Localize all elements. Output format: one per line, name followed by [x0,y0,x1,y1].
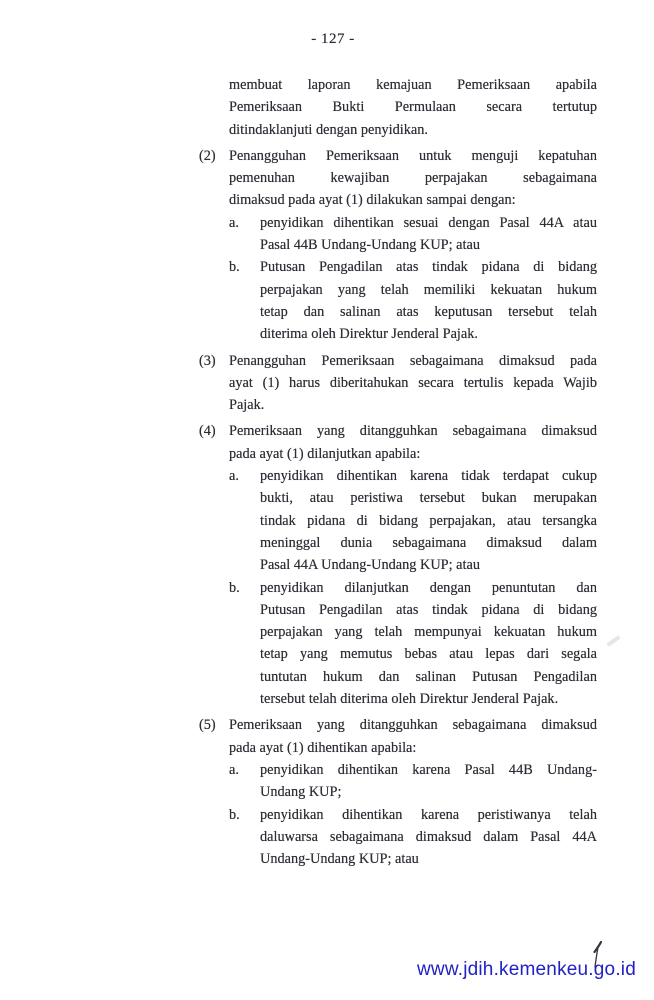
subitem-text [260,465,597,576]
text-line: tuntutan hukum dan salinan Putusan Pengadilan [260,668,597,685]
text-line: Pasal 44A Undang-Undang KUP; atau [260,557,480,574]
subitem-letter: b. [229,579,240,596]
subitem-4a [229,465,597,576]
subitem-text [260,212,597,257]
text-line: membuat laporan kemajuan Pemeriksaan apabila [229,77,597,93]
text-line: ditindaklanjuti dengan penyidikan. [229,121,428,138]
list-item-3 [199,350,597,417]
subitem-letter: a. [229,761,239,778]
subitem-2b [229,256,597,345]
text-line: pada ayat (1) dilanjutkan apabila: [229,445,421,462]
text-line: Putusan Pengadilan atas tindak pidana di bidang [260,601,597,618]
text-line: penyidikan dihentikan karena tidak terdapat cukup [260,468,597,485]
text-line: tetap dan salinan atas keputusan tersebut telah [260,303,597,320]
subitem-4b [229,577,597,711]
text-line: Penangguhan Pemeriksaan untuk menguji kepatuhan [229,147,597,164]
text-line: penyidikan dihentikan karena peristiwanya telah [260,806,597,823]
list-item-4 [199,420,597,710]
subitem-text [260,804,597,871]
text-line: perpajakan yang telah mempunyai kekuatan hukum [260,624,597,641]
subitem-letter: b. [229,259,240,276]
text-line: perpajakan yang telah memiliki kekuatan hukum [260,281,597,298]
item-number: (3) [199,352,216,369]
text-line: penyidikan dihentikan karena Pasal 44B Undang- [260,761,597,778]
subitem-5b [229,804,597,871]
page-body [199,74,597,870]
watermark-url: www.jdih.kemenkeu.go.id [417,959,636,980]
item-number: (5) [199,717,216,734]
text-line: penyidikan dihentikan sesuai dengan Pasal 44A atau [260,214,597,231]
item-text [229,350,597,417]
text-line: Pasal 44B Undang-Undang KUP; atau [260,237,480,254]
text-line: Pemeriksaan Bukti Permulaan secara tertutup [229,99,597,116]
item-text [229,145,597,212]
list-item-5 [199,714,597,870]
item-number: (4) [199,423,216,440]
subitem-letter: b. [229,806,240,823]
text-line: pada ayat (1) dihentikan apabila: [229,739,417,756]
item-text [229,714,597,759]
item-number: (2) [199,147,216,164]
subitem-5a [229,759,597,804]
text-line: penyidikan dilanjutkan dengan penuntutan dan [260,579,597,596]
subitem-letter: a. [229,468,239,485]
subitem-letter: a. [229,214,239,231]
subitem-2a [229,212,597,257]
list-item-2 [199,145,597,346]
continuation-paragraph [229,74,597,141]
text-line: Undang KUP; [260,784,342,801]
subitem-text [260,577,597,711]
text-line: Penangguhan Pemeriksaan sebagaimana dimaksud pada [229,352,597,369]
text-line: bukti, atau peristiwa tersebut bukan merupakan [260,490,597,507]
text-line: tetap yang memutus bebas atau lepas dari segala [260,646,597,663]
text-line: Pemeriksaan yang ditangguhkan sebagaimana dimaksud [229,717,597,734]
text-line: Putusan Pengadilan atas tindak pidana di bidang [260,259,597,276]
item-text [229,420,597,465]
text-line: tindak pidana di bidang perpajakan, atau tersangka [260,512,597,529]
text-line: daluwarsa sebagaimana dimaksud dalam Pasal 44A [260,828,597,845]
text-line: Undang-Undang KUP; atau [260,851,419,868]
page-number: - 127 - [311,31,355,47]
text-line: Pajak. [229,397,265,414]
subitem-text [260,256,597,345]
text-line: diterima oleh Direktur Jenderal Pajak. [260,326,478,343]
text-line: pemenuhan kewajiban perpajakan sebagaimana [229,170,597,187]
text-line: Pemeriksaan yang ditangguhkan sebagaimana dimaksud [229,423,597,440]
subitem-text [260,759,597,804]
text-line: tersebut telah diterima oleh Direktur Jenderal Pajak. [260,691,559,708]
text-line: ayat (1) harus diberitahukan secara tertulis kepada Wajib [229,374,597,391]
scan-smudge [606,635,621,647]
text-line: dimaksud pada ayat (1) dilakukan sampai dengan: [229,192,516,209]
text-line: meninggal dunia sebagaimana dimaksud dalam [260,534,597,551]
